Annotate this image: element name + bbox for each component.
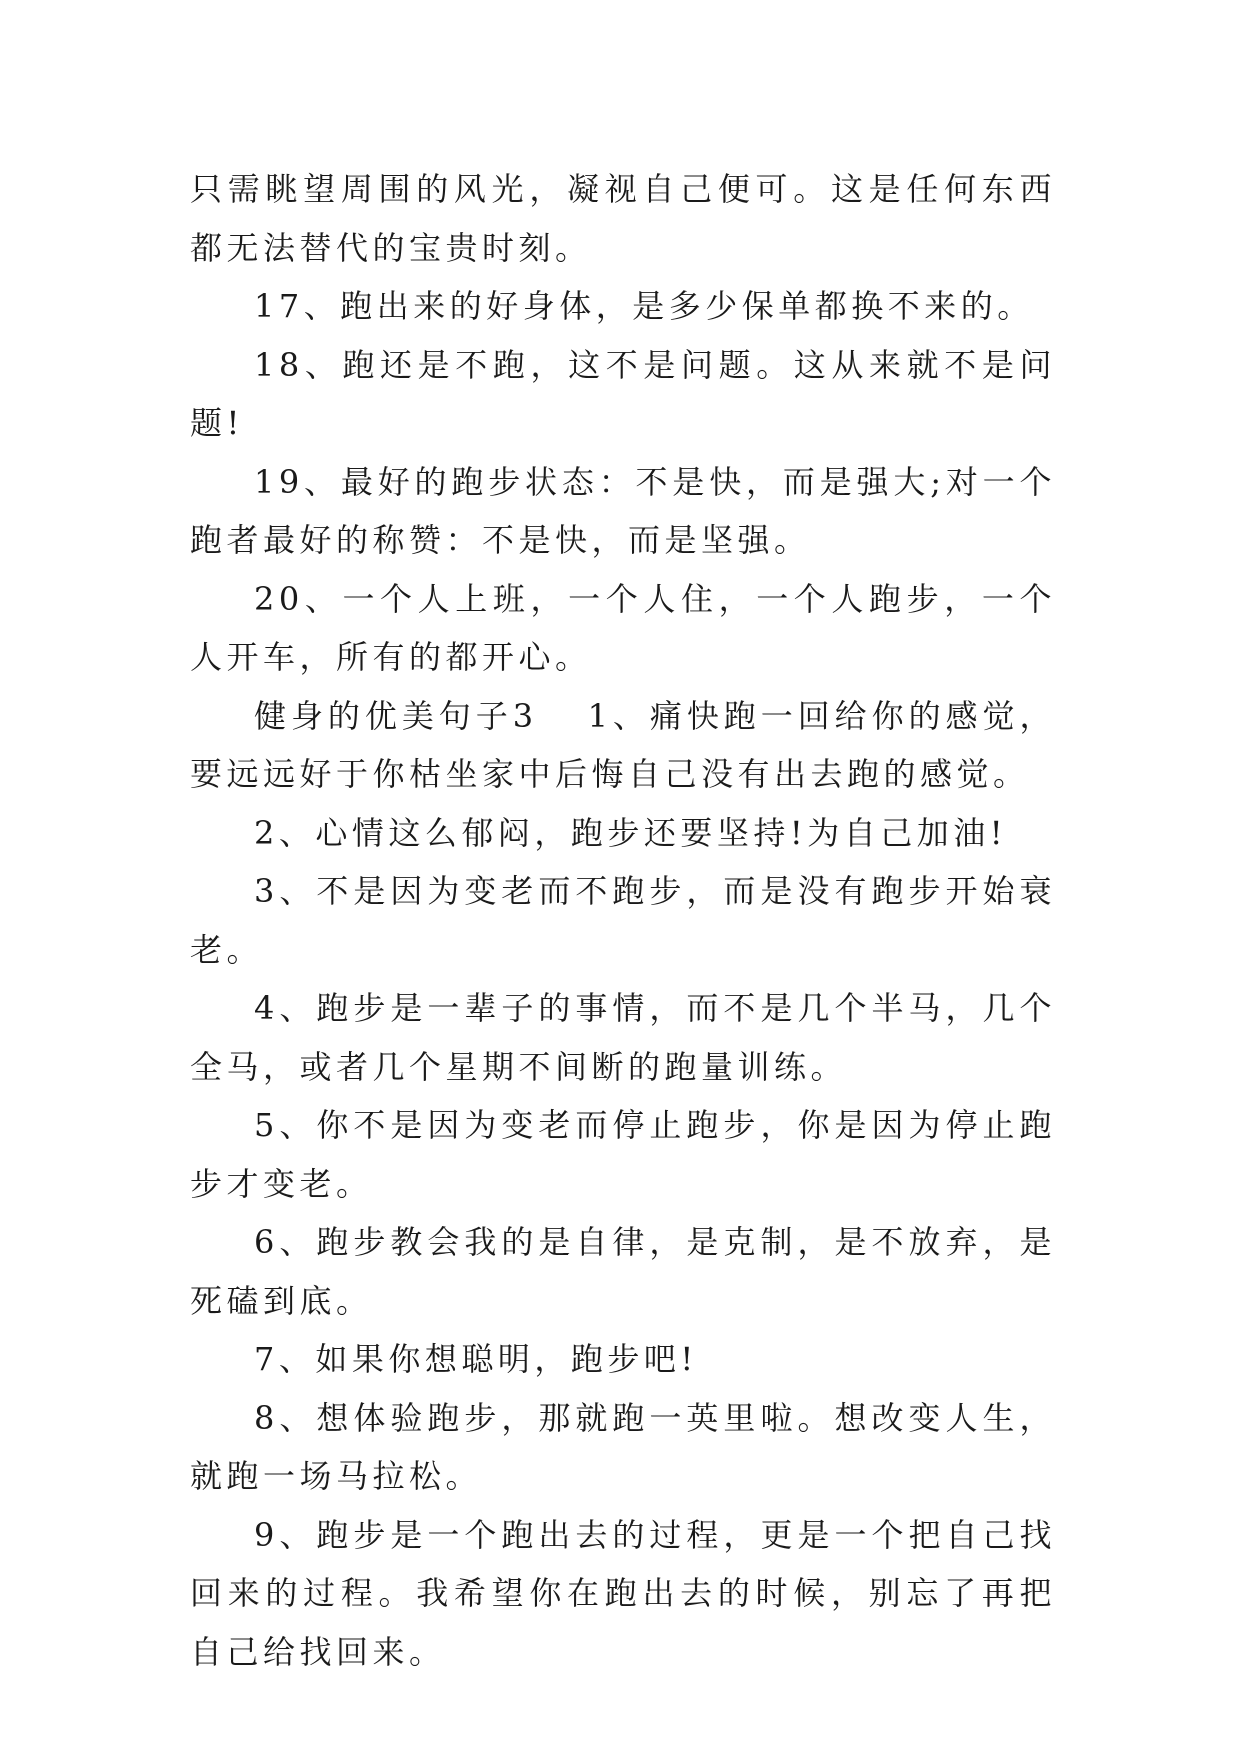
paragraph-item-9: 9、跑步是一个跑出去的过程，更是一个把自己找回来的过程。我希望你在跑出去的时候，别忘了再把自己给找回来。 [190, 1515, 1056, 1671]
paragraph-item-19: 19、最好的跑步状态：不是快，而是强大;对一个跑者最好的称赞：不是快，而是坚强。 [190, 462, 1056, 559]
paragraph-item-7: 7、如果你想聪明，跑步吧! [254, 1340, 698, 1378]
section-item-1: 1、痛快跑一回给你的感觉，要远远好于你枯坐家中后悔自己没有出去跑的感觉。 [190, 696, 1056, 793]
paragraph-item-18: 18、跑还是不跑，这不是问题。这从来就不是问题! [190, 345, 1056, 442]
paragraph-item-2: 2、心情这么郁闷，跑步还要坚持!为自己加油! [254, 813, 1008, 852]
paragraph-item-17: 17、跑出来的好身体，是多少保单都换不来的。 [254, 287, 1034, 325]
paragraph-item-4: 4、跑步是一辈子的事情，而不是几个半马，几个全马，或者几个星期不间断的跑量训练。 [190, 989, 1056, 1086]
section-heading: 健身的优美句子3 [254, 696, 538, 735]
paragraph-section-3 [190, 687, 1056, 804]
document-body [190, 160, 1056, 1681]
paragraph-item-5: 5、你不是因为变老而停止跑步，你是因为停止跑步才变老。 [190, 1106, 1056, 1203]
paragraph-item-8: 8、想体验跑步，那就跑一英里啦。想改变人生，就跑一场马拉松。 [190, 1398, 1056, 1495]
paragraph-continuation: 只需眺望周围的风光，凝视自己便可。这是任何东西都无法替代的宝贵时刻。 [190, 170, 1056, 267]
paragraph-item-6: 6、跑步教会我的是自律，是克制，是不放弃，是死磕到底。 [190, 1223, 1056, 1320]
paragraph-item-20: 20、一个人上班，一个人住，一个人跑步，一个人开车，所有的都开心。 [190, 579, 1056, 676]
paragraph-item-3: 3、不是因为变老而不跑步，而是没有跑步开始衰老。 [190, 872, 1056, 969]
